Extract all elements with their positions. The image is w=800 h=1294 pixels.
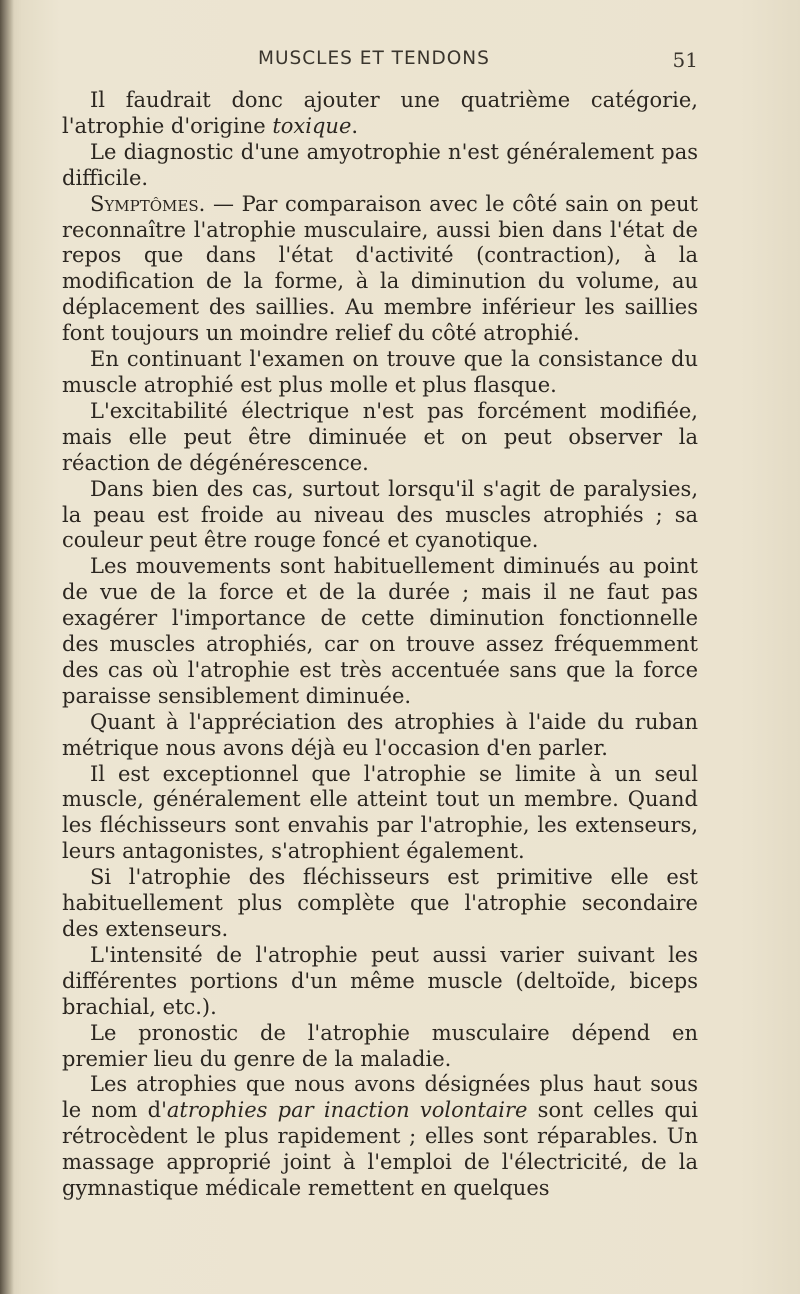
page-number: 51 bbox=[672, 48, 698, 72]
paragraph: Il est exceptionnel que l'atrophie se limite à un seul muscle, généralement elle atteint tout un membre. Quand les fléchisseurs sont envahis par l'atrophie, les extenseurs, leurs antagonistes, s'atrophient également. bbox=[62, 761, 698, 864]
paragraph: Les atrophies que nous avons désignées plus haut sous le nom d'atrophies par inaction volontaire sont celles qui rétrocèdent le plus rapidement ; elles sont réparables. Un massage approprié joint à l'emploi de l'électricité, de la gymnastique médicale remettent en quelques bbox=[62, 1072, 699, 1201]
paragraph: Symptômes. — Par comparaison avec le côté sain on peut reconnaître l'atrophie musculaire, aussi bien dans l'état de repos que dans l'état d'activité (contraction), à la modification de la forme, à la diminution du volume, au déplacement des saillies. Au membre inférieur les saillies font toujours un moindre relief du côté atrophié. bbox=[62, 191, 698, 346]
section-lead: Symptômes bbox=[90, 191, 199, 216]
paragraph: Les mouvements sont habituellement diminués au point de vue de la force et de la durée ; mais il ne faut pas exagérer l'importance de cette diminution fonctionnelle des muscles atrophiés, car on trouve assez fréquemment des cas où l'atrophie est très accentuée sans que la force paraisse sensiblement diminuée. bbox=[62, 554, 698, 708]
paragraph: Il faudrait donc ajouter une quatrième catégorie, l'atrophie d'origine toxique. bbox=[62, 88, 698, 138]
paragraph: En continuant l'examen on trouve que la consistance du muscle atrophié est plus molle et plus flasque. bbox=[62, 347, 698, 397]
running-title: MUSCLES ET TENDONS bbox=[258, 48, 490, 69]
page-header bbox=[62, 48, 698, 78]
paragraph: Quant à l'appréciation des atrophies à l'aide du ruban métrique nous avons déjà eu l'occasion d'en parler. bbox=[62, 709, 698, 760]
italic-term: toxique bbox=[272, 113, 352, 138]
paragraph: L'intensité de l'atrophie peut aussi varier suivant les différentes portions d'un même muscle (deltoïde, biceps brachial, etc.). bbox=[62, 942, 698, 1019]
paragraph: Le diagnostic d'une amyotrophie n'est généralement pas difficile. bbox=[62, 139, 698, 190]
paragraph: Dans bien des cas, surtout lorsqu'il s'agit de paralysies, la peau est froide au niveau des muscles atrophiés ; sa couleur peut être rouge foncé et cyanotique. bbox=[62, 476, 698, 553]
italic-term: atrophies par inaction volontaire bbox=[166, 1098, 528, 1123]
paragraph: Si l'atrophie des fléchisseurs est primitive elle est habituellement plus complète que l'atrophie secondaire des extenseurs. bbox=[62, 865, 698, 941]
paragraph: Le pronostic de l'atrophie musculaire dépend en premier lieu du genre de la maladie. bbox=[62, 1020, 698, 1071]
body-text bbox=[62, 88, 698, 1202]
book-spine-shadow bbox=[0, 0, 14, 1294]
paragraph: L'excitabilité électrique n'est pas forcément modifiée, mais elle peut être diminuée et on peut observer la réaction de dégénérescence. bbox=[62, 398, 698, 475]
